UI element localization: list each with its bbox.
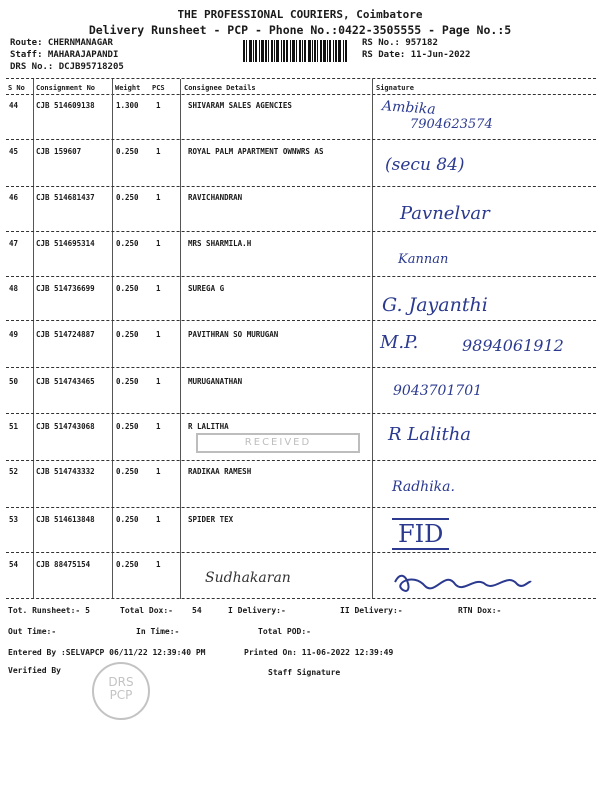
column-divider — [112, 79, 113, 599]
row-sno: 49 — [9, 330, 19, 339]
row-pcs: 1 — [156, 239, 161, 248]
runsheet-title: Delivery Runsheet - PCP - Phone No.:0422-3505555 - Page No.:5 — [88, 23, 512, 37]
row-weight: 0.250 — [116, 147, 139, 156]
row-sno: 46 — [9, 193, 19, 202]
row-consignee: SHIVARAM SALES AGENCIES — [188, 101, 292, 110]
route-label: Route: CHERNMANAGAR — [10, 38, 113, 48]
round-stamp-text-bottom: PCP — [109, 688, 133, 703]
ii-delivery-label: II Delivery:- — [340, 606, 403, 615]
row-weight: 0.250 — [116, 515, 139, 524]
row-divider — [6, 320, 596, 321]
in-time-label: In Time:- — [136, 627, 180, 636]
row-weight: 0.250 — [116, 467, 139, 476]
row-divider — [6, 367, 596, 368]
rtn-dox-label: RTN Dox:- — [458, 606, 502, 615]
row-divider — [6, 231, 596, 232]
row-weight: 0.250 — [116, 422, 139, 431]
row-signature: R Lalitha — [388, 424, 472, 445]
row-consignee: SPIDER TEX — [188, 515, 234, 524]
row-signature: G. Jayanthi — [382, 294, 488, 316]
row-sno: 45 — [9, 147, 19, 156]
row-consignee: R LALITHA — [188, 422, 229, 431]
row-weight: 0.250 — [116, 330, 139, 339]
round-office-stamp — [92, 662, 150, 720]
row-signature: Radhika. — [392, 479, 455, 495]
entered-by: Entered By :SELVAPCP 06/11/22 12:39:40 PM — [8, 648, 206, 657]
row-consignment-no: CJB 514695314 — [36, 239, 95, 248]
row-divider — [6, 460, 596, 461]
row-weight: 0.250 — [116, 284, 139, 293]
column-header-sno: S No — [8, 84, 25, 92]
row-consignee: SUREGA G — [188, 284, 225, 293]
table-top-rule — [6, 78, 596, 79]
row-sno: 53 — [9, 515, 19, 524]
printed-on: Printed On: 11-06-2022 12:39:49 — [244, 648, 394, 657]
column-header-signature: Signature — [376, 84, 414, 92]
row-consignment-no: CJB 514609138 — [36, 101, 95, 110]
row-consignment-no: CJB 88475154 — [36, 560, 91, 569]
row-sno: 52 — [9, 467, 19, 476]
row-divider — [6, 598, 596, 599]
staff-label: Staff: MAHARAJAPANDI — [10, 50, 119, 60]
rs-number: RS No.: 957182 — [362, 38, 438, 48]
verified-by-label: Verified By — [8, 666, 61, 675]
signature-scribble — [385, 562, 535, 598]
row-consignment-no: CJB 159607 — [36, 147, 82, 156]
row-signature-phone: 9894061912 — [462, 336, 564, 355]
row-divider — [6, 413, 596, 414]
row-weight: 0.250 — [116, 377, 139, 386]
row-consignment-no: CJB 514681437 — [36, 193, 95, 202]
column-header-consignment: Consignment No — [36, 84, 96, 92]
column-divider — [33, 79, 34, 599]
row-sno: 47 — [9, 239, 19, 248]
row-divider — [6, 276, 596, 277]
row-divider — [6, 186, 596, 187]
row-consignment-no: CJB 514743068 — [36, 422, 95, 431]
column-header-pcs: PCS — [152, 84, 165, 92]
row-signature: M.P. — [380, 332, 419, 353]
row-sno: 54 — [9, 560, 19, 569]
row-weight: 0.250 — [116, 239, 139, 248]
column-divider — [180, 79, 181, 599]
row-pcs: 1 — [156, 467, 161, 476]
row-consignment-no: CJB 514736699 — [36, 284, 95, 293]
row-consignee: PAVITHRAN SO MURUGAN — [188, 330, 279, 339]
row-consignment-no: CJB 514743465 — [36, 377, 95, 386]
row-consignment-no: CJB 514613848 — [36, 515, 95, 524]
staff-signature-label: Staff Signature — [268, 668, 341, 677]
row-divider — [6, 552, 596, 553]
row-pcs: 1 — [156, 193, 161, 202]
row-consignee: MRS SHARMILA.H — [188, 239, 252, 248]
total-pod-label: Total POD:- — [258, 627, 311, 636]
total-runsheet: Tot. Runsheet:- 5 — [8, 606, 90, 615]
row-sno: 48 — [9, 284, 19, 293]
row-pcs: 1 — [156, 560, 161, 569]
row-pcs: 1 — [156, 330, 161, 339]
row-pcs: 1 — [156, 377, 161, 386]
row-consignee: ROYAL PALM APARTMENT OWNWRS AS — [188, 147, 324, 156]
row-divider — [6, 139, 596, 140]
table-header-rule — [6, 94, 596, 95]
out-time-label: Out Time:- — [8, 627, 57, 636]
drs-number: DRS No.: DCJB95718205 — [10, 62, 124, 72]
received-stamp: RECEIVED — [196, 433, 360, 453]
row-signature: Kannan — [398, 252, 449, 267]
barcode — [243, 40, 353, 62]
row-consignment-no: CJB 514724887 — [36, 330, 95, 339]
row-pcs: 1 — [156, 101, 161, 110]
column-header-weight: Weight — [115, 84, 141, 92]
row-consignee: RAVICHANDRAN — [188, 193, 243, 202]
row-signature-phone: 7904623574 — [410, 117, 493, 132]
row-pcs: 1 — [156, 284, 161, 293]
total-dox-label: Total Dox:- — [120, 606, 173, 615]
row-consignee: MURUGANATHAN — [188, 377, 243, 386]
row-sno: 44 — [9, 101, 19, 110]
i-delivery-label: I Delivery:- — [228, 606, 286, 615]
round-stamp-text-top: DRS — [108, 675, 134, 689]
row-consignee: RADIKAA RAMESH — [188, 467, 252, 476]
row-signature: Ambika — [381, 98, 437, 118]
total-dox-value: 54 — [192, 606, 202, 615]
column-header-consignee: Consignee Details — [184, 84, 256, 92]
row-signature: Pavnelvar — [400, 203, 490, 224]
row-sno: 50 — [9, 377, 19, 386]
row-pcs: 1 — [156, 422, 161, 431]
row-weight: 0.250 — [116, 193, 139, 202]
row-pcs: 1 — [156, 147, 161, 156]
row-pcs: 1 — [156, 515, 161, 524]
row-signature: 9043701701 — [393, 383, 483, 399]
row-signature: FID — [392, 518, 449, 550]
row-weight: 0.250 — [116, 560, 139, 569]
row-divider — [6, 507, 596, 508]
row-weight: 1.300 — [116, 101, 139, 110]
rs-date: RS Date: 11-Jun-2022 — [362, 50, 471, 60]
company-name: THE PROFESSIONAL COURIERS, Coimbatore — [177, 8, 423, 21]
row-signature-name: Sudhakaran — [205, 570, 291, 586]
column-divider — [372, 79, 373, 599]
row-consignment-no: CJB 514743332 — [36, 467, 95, 476]
row-sno: 51 — [9, 422, 19, 431]
row-signature: (secu 84) — [385, 155, 465, 175]
